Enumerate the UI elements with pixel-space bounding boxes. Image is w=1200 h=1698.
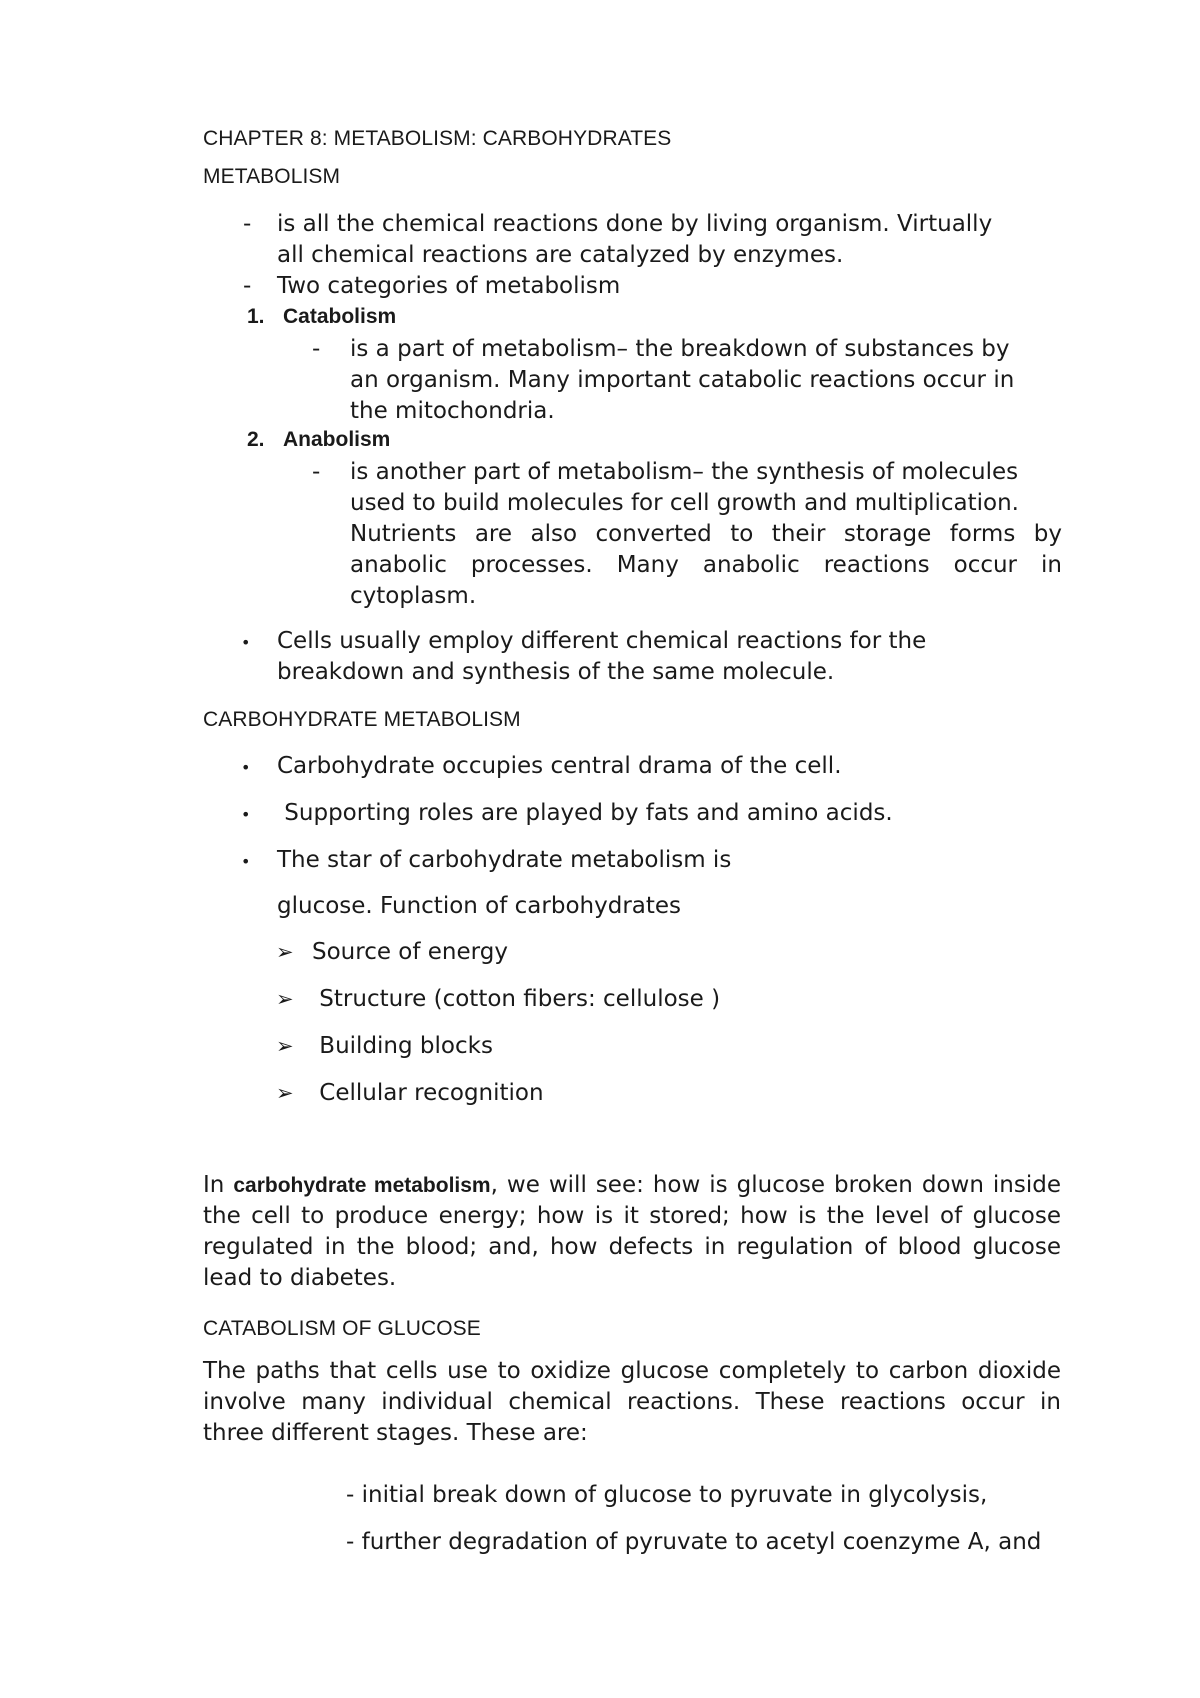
overview-rest: , we will see: how is glucose broken down inside the cell to produce energy; how is it stored; how is the level of glucose regulated in the blood; and, how defects in regulation of blood glucose lead to diabetes.: [203, 1172, 1061, 1291]
metabolism-heading: METABOLISM: [203, 165, 341, 188]
carbohydrate-metabolism-heading: CARBOHYDRATE METABOLISM: [203, 708, 521, 731]
catabolism-line-3: the mitochondria.: [350, 398, 555, 424]
catabolism-of-glucose-heading: CATABOLISM OF GLUCOSE: [203, 1317, 481, 1340]
metabolism-definition-line-2: all chemical reactions are catalyzed by enzymes.: [277, 242, 844, 268]
dash-marker: -: [243, 273, 252, 299]
function-cellular-recognition: Cellular recognition: [312, 1080, 544, 1106]
anabolism-line-5: cytoplasm.: [350, 583, 477, 609]
arrow-bullet-icon: ➢: [276, 1081, 294, 1105]
category-name-catabolism: Catabolism: [283, 305, 397, 328]
carbohydrate-bullet-2: Supporting roles are played by fats and amino acids.: [277, 800, 893, 826]
category-number: 1.: [247, 305, 265, 328]
dash-marker: -: [312, 336, 321, 362]
function-building-blocks: Building blocks: [312, 1033, 493, 1059]
catabolism-line-2: an organism. Many important catabolic reactions occur in: [350, 367, 1015, 393]
dash-marker: -: [312, 459, 321, 485]
stage-line-1: - initial break down of glucose to pyruvate in glycolysis,: [346, 1482, 988, 1508]
anabolism-line-4: anabolic processes. Many anabolic reactions occur in: [350, 552, 1062, 578]
stage-line-2: - further degradation of pyruvate to acetyl coenzyme A, and: [346, 1529, 1042, 1555]
arrow-bullet-icon: ➢: [276, 940, 294, 964]
catabolism-line-1: is a part of metabolism– the breakdown of substances by: [350, 336, 1010, 362]
carbohydrate-bullet-1: Carbohydrate occupies central drama of the cell.: [277, 753, 842, 779]
overview-prefix: In: [203, 1172, 234, 1198]
anabolism-line-1: is another part of metabolism– the synthesis of molecules: [350, 459, 1019, 485]
bullet-marker: •: [241, 852, 251, 871]
arrow-bullet-icon: ➢: [276, 987, 294, 1011]
carbohydrate-continuation: glucose. Function of carbohydrates: [277, 893, 682, 919]
anabolism-line-3: Nutrients are also converted to their storage forms by: [350, 521, 1062, 547]
bullet-marker: •: [241, 758, 251, 777]
arrow-bullet-icon: ➢: [276, 1034, 294, 1058]
overview-bold-term: carbohydrate metabolism: [233, 1174, 491, 1197]
category-number: 2.: [247, 428, 265, 451]
overview-paragraph: [203, 1170, 1061, 1294]
dash-marker: -: [243, 211, 252, 237]
metabolism-categories-line: Two categories of metabolism: [277, 273, 621, 299]
metabolism-definition-line-1: is all the chemical reactions done by living organism. Virtually: [277, 211, 993, 237]
anabolism-line-2: used to build molecules for cell growth and multiplication.: [350, 490, 1019, 516]
chapter-title: CHAPTER 8: METABOLISM: CARBOHYDRATES: [203, 127, 672, 150]
catabolism-paragraph: The paths that cells use to oxidize glucose completely to carbon dioxide involve many individual chemical reactions. These reactions occur in three different stages. These are:: [203, 1358, 1061, 1446]
metabolism-note-line-1: Cells usually employ different chemical reactions for the: [277, 628, 927, 654]
category-name-anabolism: Anabolism: [283, 428, 391, 451]
bullet-marker: •: [241, 805, 251, 824]
bullet-marker: •: [241, 633, 251, 652]
metabolism-note-line-2: breakdown and synthesis of the same molecule.: [277, 659, 835, 685]
carbohydrate-bullet-3: The star of carbohydrate metabolism is: [277, 847, 732, 873]
function-source-of-energy: Source of energy: [312, 939, 508, 965]
function-structure: Structure (cotton fibers: cellulose ): [312, 986, 721, 1012]
